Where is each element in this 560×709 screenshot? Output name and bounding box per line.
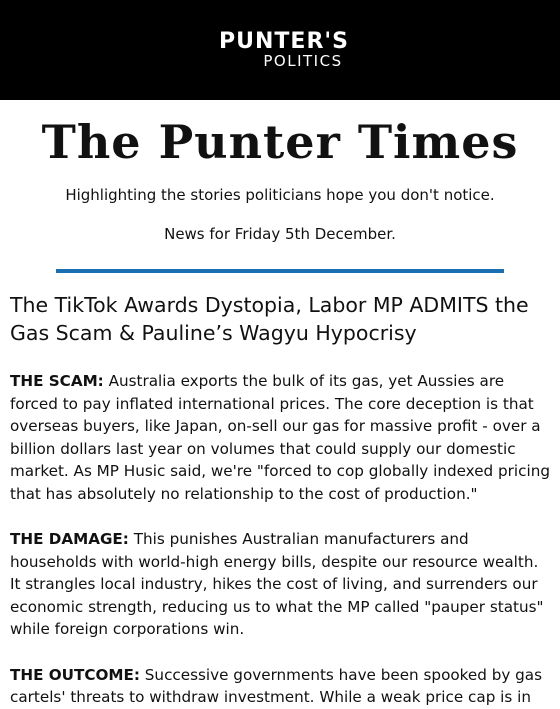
section-damage (10, 528, 550, 641)
section-text: This punishes Australian manufacturers and households with world-high energy bills, despite our resource wealth. It strangles local industry, hikes the cost of living, and surrenders our economic strength, reducing us to what the MP called "pauper status" while foreign corporations win. (10, 530, 544, 638)
section-text: Australia exports the bulk of its gas, yet Aussies are forced to pay inflated international prices. The core deception is that overseas buyers, like Japan, on-sell our gas for massive profit - over a billion dollars last year on volumes that could supply our domestic market. As MP Husic said, we're "forced to cop globally indexed pricing that has absolutely no relationship to the cost of production." (10, 372, 550, 503)
divider (56, 269, 504, 273)
section-label: THE DAMAGE: (10, 530, 129, 548)
tagline: Highlighting the stories politicians hope you don't notice. (65, 186, 495, 204)
header-bar (0, 0, 560, 100)
section-label: THE SCAM: (10, 372, 104, 390)
section-label: THE OUTCOME: (10, 665, 140, 684)
section-text: Successive governments have been spooked by gas cartels' threats to withdraw investment. While a weak price cap is in (10, 665, 543, 706)
article-headline: The TikTok Awards Dystopia, Labor MP ADMITS the Gas Scam & Pauline’s Wagyu Hypocrisy (10, 293, 529, 345)
punters-politics-logo[interactable] (211, 31, 349, 69)
logo-line-2: POLITICS (263, 52, 343, 70)
date-line: News for Friday 5th December. (164, 225, 396, 243)
masthead-title: The Punter Times (41, 115, 519, 169)
section-outcome (10, 664, 550, 709)
section-scam (10, 370, 550, 505)
logo-line-1: PUNTER'S (219, 29, 349, 54)
